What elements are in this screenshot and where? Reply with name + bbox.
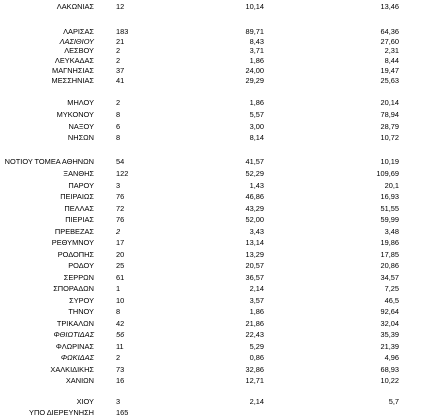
rate-value: 5,29 xyxy=(249,341,264,351)
table-row xyxy=(0,56,427,66)
region-name: ΦΘΙΩΤΙΔΑΣ xyxy=(53,330,94,339)
region-name: ΜΑΓΝΗΣΙΑΣ xyxy=(52,66,94,75)
region-name: ΝΟΤΙΟΥ ΤΟΜΕΑ ΑΘΗΝΩΝ xyxy=(4,157,94,166)
change-value: 59,99 xyxy=(380,215,399,224)
cases-value: 2 xyxy=(116,98,121,107)
change-value: 7,25 xyxy=(384,284,399,293)
table-row xyxy=(0,37,427,47)
table-row xyxy=(0,227,427,237)
region-name: ΠΙΕΡΙΑΣ xyxy=(65,215,94,224)
cases-value: 122 xyxy=(116,169,129,178)
region-name: ΠΑΡΟΥ xyxy=(68,180,94,190)
change-value: 32,04 xyxy=(380,318,399,328)
change-value: 10,19 xyxy=(380,157,399,166)
cases-value: 37 xyxy=(116,66,125,75)
table-row xyxy=(0,296,427,306)
region-name: ΛΑΣΙΘΙΟΥ xyxy=(59,36,94,46)
change-value: 25,63 xyxy=(380,76,399,85)
region-name: ΜΥΚΟΝΟΥ xyxy=(56,110,94,119)
change-value: 68,93 xyxy=(380,364,399,374)
rate-value: 46,86 xyxy=(245,192,264,201)
region-name: ΞΑΝΘΗΣ xyxy=(63,169,94,178)
rate-value: 32,86 xyxy=(245,364,264,374)
region-name: ΧΙΟΥ xyxy=(76,397,94,406)
table-row xyxy=(0,122,427,132)
cases-value: 6 xyxy=(116,121,121,131)
table-row xyxy=(0,353,427,363)
table-row xyxy=(0,192,427,202)
cases-value: 20 xyxy=(116,249,125,259)
cases-value: 72 xyxy=(116,203,125,213)
rate-value: 3,00 xyxy=(249,121,264,131)
cases-value: 76 xyxy=(116,192,125,201)
rate-value: 36,57 xyxy=(245,272,264,282)
table-row xyxy=(0,169,427,179)
region-name: ΠΡΕΒΕΖΑΣ xyxy=(54,226,94,236)
region-name: ΥΠΟ ΔΙΕΡΕΥΝΗΣΗ xyxy=(29,407,94,417)
change-value: 64,36 xyxy=(380,27,399,36)
region-name: ΣΕΡΡΩΝ xyxy=(63,272,94,282)
table-row xyxy=(0,181,427,191)
cases-value: 8 xyxy=(116,133,121,142)
change-value: 109,69 xyxy=(376,169,399,178)
cases-value: 8 xyxy=(116,110,121,119)
rate-value: 89,71 xyxy=(245,27,264,36)
cases-value: 1 xyxy=(116,284,121,293)
region-name: ΛΑΚΩΝΙΑΣ xyxy=(56,2,94,11)
rate-value: 29,29 xyxy=(245,76,264,85)
region-name: ΛΕΣΒΟΥ xyxy=(64,46,94,55)
rate-value: 43,29 xyxy=(245,203,264,213)
rate-value: 1,43 xyxy=(249,180,264,190)
change-value: 3,48 xyxy=(384,226,399,236)
cases-value: 2 xyxy=(116,353,121,362)
rate-value: 1,86 xyxy=(249,307,264,316)
rate-value: 52,29 xyxy=(245,169,264,178)
region-name: ΤΗΝΟΥ xyxy=(68,307,94,316)
rate-value: 10,14 xyxy=(245,2,264,11)
region-name: ΛΕΥΚΑΔΑΣ xyxy=(54,56,94,65)
table-row xyxy=(0,408,427,418)
change-value: 27,60 xyxy=(380,36,399,46)
rate-value: 52,00 xyxy=(245,215,264,224)
cases-value: 11 xyxy=(116,341,124,351)
change-value: 46,5 xyxy=(384,295,399,305)
change-value: 92,64 xyxy=(380,307,399,316)
change-value: 8,44 xyxy=(384,56,399,65)
cases-value: 8 xyxy=(116,307,121,316)
region-name: ΦΛΩΡΙΝΑΣ xyxy=(55,341,94,351)
cases-value: 76 xyxy=(116,215,125,224)
region-name: ΜΕΣΣΗΝΙΑΣ xyxy=(51,76,94,85)
table-row xyxy=(0,365,427,375)
cases-value: 165 xyxy=(116,407,129,417)
rate-value: 13,14 xyxy=(245,238,264,247)
change-value: 4,96 xyxy=(384,353,399,362)
table-row xyxy=(0,261,427,271)
cases-value: 10 xyxy=(116,295,125,305)
change-value: 51,55 xyxy=(380,203,399,213)
rate-value: 2,14 xyxy=(249,397,264,406)
region-name: ΝΑΞΟΥ xyxy=(68,121,94,131)
rate-value: 41,57 xyxy=(245,157,264,166)
region-name: ΤΡΙΚΑΛΩΝ xyxy=(56,318,94,328)
cases-value: 16 xyxy=(116,376,125,385)
table-row xyxy=(0,376,427,386)
change-value: 19,47 xyxy=(380,66,399,75)
table-row xyxy=(0,215,427,225)
change-value: 28,79 xyxy=(380,121,399,131)
change-value: 10,22 xyxy=(380,376,399,385)
table-row xyxy=(0,98,427,108)
table-row xyxy=(0,397,427,407)
region-name: ΠΕΙΡΑΙΩΣ xyxy=(60,192,94,201)
cases-value: 3 xyxy=(116,397,121,406)
cases-value: 2 xyxy=(116,56,121,65)
change-value: 2,31 xyxy=(384,46,399,55)
table-row xyxy=(0,27,427,37)
rate-value: 1,86 xyxy=(249,56,264,65)
table-row xyxy=(0,238,427,248)
cases-value: 21 xyxy=(116,36,125,46)
change-value: 17,85 xyxy=(380,249,399,259)
change-value: 78,94 xyxy=(380,110,399,119)
cases-value: 61 xyxy=(116,272,125,282)
change-value: 20,1 xyxy=(384,180,399,190)
cases-value: 56 xyxy=(116,330,125,339)
rate-value: 8,14 xyxy=(249,133,264,142)
cases-value: 42 xyxy=(116,318,125,328)
cases-value: 12 xyxy=(116,2,125,11)
region-name: ΡΟΔΟΠΗΣ xyxy=(57,249,94,259)
rate-value: 22,43 xyxy=(245,330,264,339)
change-value: 13,46 xyxy=(380,2,399,11)
rate-value: 24,00 xyxy=(245,66,264,75)
table-row xyxy=(0,342,427,352)
region-name: ΣΥΡΟΥ xyxy=(69,295,94,305)
table-row xyxy=(0,110,427,120)
cases-value: 73 xyxy=(116,364,125,374)
table-row xyxy=(0,307,427,317)
change-value: 19,86 xyxy=(380,238,399,247)
region-name: ΡΕΘΥΜΝΟΥ xyxy=(51,238,94,247)
region-name: ΡΟΔΟΥ xyxy=(68,261,94,270)
region-name: ΠΕΛΛΑΣ xyxy=(64,203,94,213)
table-row xyxy=(0,204,427,214)
change-value: 20,86 xyxy=(380,261,399,270)
rate-value: 8,43 xyxy=(249,36,264,46)
table-row xyxy=(0,46,427,56)
region-name: ΦΩΚΙΔΑΣ xyxy=(60,353,94,362)
rate-value: 3,57 xyxy=(249,295,264,305)
region-name: ΧΑΝΙΩΝ xyxy=(65,376,94,385)
change-value: 16,93 xyxy=(380,192,399,201)
cases-value: 54 xyxy=(116,157,125,166)
region-name: ΛΑΡΙΣΑΣ xyxy=(63,27,94,36)
table-row xyxy=(0,2,427,12)
region-name: ΧΑΛΚΙΔΙΚΗΣ xyxy=(50,364,94,374)
table-row xyxy=(0,284,427,294)
change-value: 35,39 xyxy=(380,330,399,339)
table-row xyxy=(0,66,427,76)
change-value: 20,14 xyxy=(380,98,399,107)
cases-value: 2 xyxy=(116,226,121,236)
table-row xyxy=(0,273,427,283)
region-name: ΣΠΟΡΑΔΩΝ xyxy=(53,284,94,293)
rate-value: 0,86 xyxy=(249,353,264,362)
rate-value: 12,71 xyxy=(245,376,264,385)
table-row xyxy=(0,76,427,86)
change-value: 10,72 xyxy=(380,133,399,142)
rate-value: 3,71 xyxy=(249,46,264,55)
rate-value: 2,14 xyxy=(249,284,264,293)
table-row xyxy=(0,133,427,143)
rate-value: 21,86 xyxy=(245,318,264,328)
cases-value: 183 xyxy=(116,27,129,36)
table-row xyxy=(0,250,427,260)
cases-value: 25 xyxy=(116,261,125,270)
rate-value: 5,57 xyxy=(249,110,264,119)
change-value: 21,39 xyxy=(380,341,399,351)
cases-value: 41 xyxy=(116,76,125,85)
region-name: ΜΗΛΟΥ xyxy=(67,98,94,107)
cases-value: 2 xyxy=(116,46,121,55)
rate-value: 3,43 xyxy=(249,226,264,236)
table-row xyxy=(0,319,427,329)
rate-value: 13,29 xyxy=(245,249,264,259)
cases-value: 3 xyxy=(116,180,121,190)
rate-value: 1,86 xyxy=(249,98,264,107)
cases-value: 17 xyxy=(116,238,125,247)
rate-value: 20,57 xyxy=(245,261,264,270)
change-value: 5,7 xyxy=(388,397,399,406)
table-row xyxy=(0,330,427,340)
change-value: 34,57 xyxy=(380,272,399,282)
region-name: ΝΗΣΩΝ xyxy=(67,133,94,142)
table-row xyxy=(0,157,427,167)
